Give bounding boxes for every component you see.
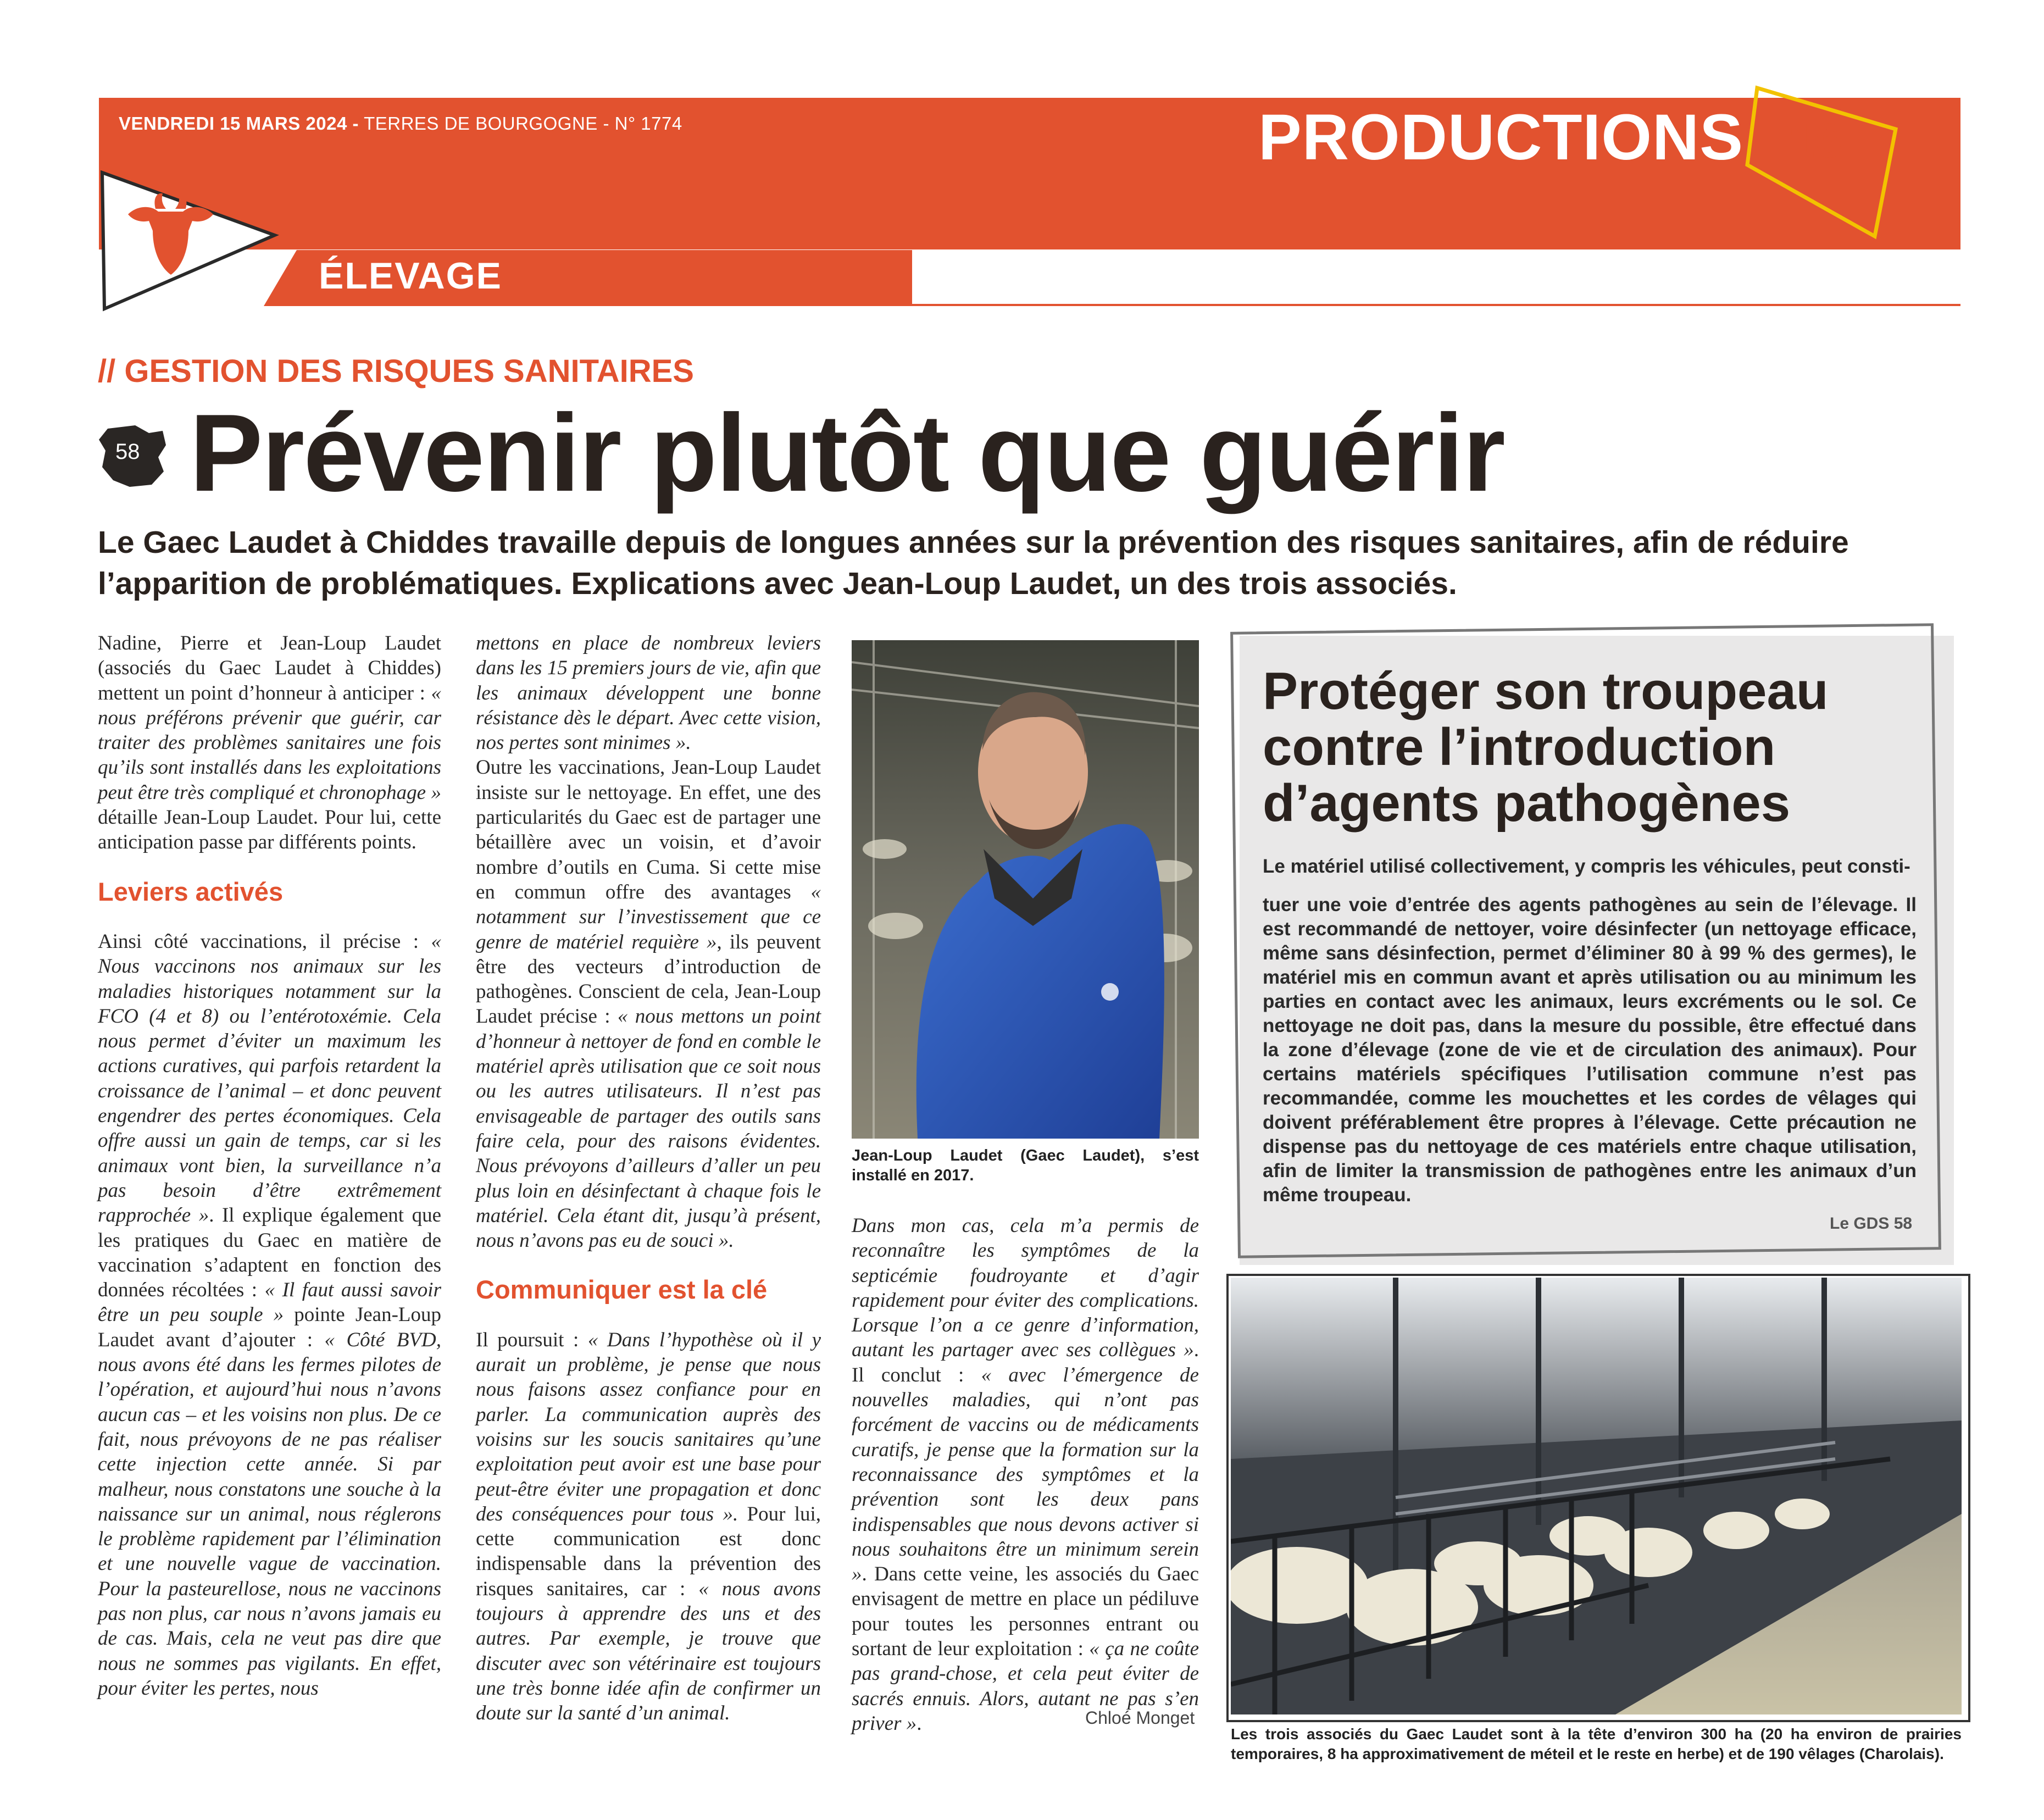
standfirst: Le Gaec Laudet à Chiddes travaille depuis de longues années sur la prévention des risques sanitaires, afin de réduire l’apparition de problématiques. Explications avec Jean-Loup Laudet, un des trois associés. [98,525,1849,602]
sidebar-signature: Le GDS 58 [1830,1214,1913,1233]
portrait-caption: Jean-Loup Laudet (Gaec Laudet), s’est installé en 2017. [852,1147,1199,1184]
cow-head-icon [98,170,279,313]
paragraph: mettons en place de nombreux leviers dans les 15 premiers jours de vie, afin que les animaux développent une bonne résistance dès le départ. Avec cette vision, nos pertes sont minimes ». [476,632,821,754]
article-column-3 [852,1213,1199,1736]
publication-name: TERRES DE BOURGOGNE - N° 1774 [364,113,682,134]
section-title: PRODUCTIONS [1258,101,1743,174]
subhead-leviers: Leviers activés [98,876,284,906]
rubric-label: ÉLEVAGE [319,255,502,297]
rubric-rule [912,304,1960,306]
sidebar-paragraph: Le matériel utilisé collectivement, y compris les véhicules, peut consti- [1263,856,1910,877]
dateline [119,113,682,134]
article-column-1 [98,631,441,1701]
paragraph: Outre les vaccinations, Jean-Loup Laudet insiste sur le nettoyage. En effet, une des particularités du Gaec est de partager une bétaillère avec un voisin, et d’avoir nombre d’outils en Cuma. Si cette mise en commun offre des avantages « notamment sur l’investissement que ce genre de matériel requière », ils peuvent être des vecteurs d’introduction de pathogènes. Conscient de cela, Jean-Loup Laudet précise : « nous mettons un point d’honneur à nettoyer de fond en comble le matériel après utilisation que ce soit nous ou les autres utilisateurs. Il n’est pas envisageable de partager des outils sans faire cela, pour des raisons évidentes. Nous prévoyons d’ailleurs d’aller un peu plus loin en désinfectant à chaque fois le matériel. Cela étant dit, jusqu’à présent, nous n’avons pas eu de souci ». [476,756,821,1252]
paragraph: Ainsi côté vaccinations, il précise : « Nous vaccinons nos animaux sur les maladies historiques notamment sur la FCO (4 et 8) ou l’entérotoxémie. Cela nous permet d’éviter un maximum les actions curatives, qui parfois retardent la croissance de l’animal – et donc peuvent engendrer des pertes économiques. Cela offre aussi un gain de temps, car si les animaux vont bien, la surveillance n’a pas besoin d’être extrêmement rapprochée ». Il explique également que les pratiques du Gaec en matière de vaccination s’adaptent en fonction des données récoltées : « Il faut aussi savoir être un peu souple » pointe Jean-Loup Laudet avant d’ajouter : « Côté BVD, nous avons été dans les fermes pilotes de l’opération, et aujourd’hui nous n’avons aucun cas – et les voisins non plus. De ce fait, nous prévoyons de ne pas réaliser cette injection cette année. Si par malheur, nous constatons une souche à la naissance sur un animal, nous réglerons le problème rapidement par l’élimination et une nouvelle vague de vaccination. Pour la pasteurellose, nous ne vaccinons pas non plus, car nous n’avons jamais eu de cas. Mais, cela ne veut pas dire que nous ne sommes pas vigilants. En effet, pour éviter les pertes, nous [98,930,441,1700]
headline: Prévenir plutôt que guérir [190,392,1504,514]
sidebar-title: Protéger son troupeau contre l’introduction d’agents pathogènes [1263,662,1829,833]
portrait-photo [852,640,1199,1139]
kicker: // GESTION DES RISQUES SANITAIRES [98,353,694,389]
barn-caption: Les trois associés du Gaec Laudet sont à la tête d’environ 300 ha (20 ha environ de prairies temporaires, 8 ha approximativement de méteil et le reste en herbe) et de 190 vêlages (Charolais). [1231,1725,1962,1762]
paragraph: Il poursuit : « Dans l’hypothèse où il y aurait un problème, je pense que nous nous faisons assez confiance pour en parler. La communication auprès des voisins sur les soucis sanitaires qu’une exploitation peut avoir est une base pour peut-être éviter une propagation et donc des conséquences pour tous ». Pour lui, cette communication est donc indispensable dans la prévention des risques sanitaires, car : « nous avons toujours à apprendre des uns et des autres. Par exemple, je trouve que discuter avec son vétérinaire est toujours une très bonne idée afin de confirmer un doute sur la santé d’un animal. [476,1328,821,1725]
issue-date: VENDREDI 15 MARS 2024 - [119,113,359,134]
barn-photo [1231,1278,1962,1714]
article-column-2 [476,631,821,1725]
byline: Chloé Monget [1085,1708,1195,1728]
sidebar-paragraph: tuer une voie d’entrée des agents pathogènes au sein de l’élevage. Il est recommandé de nettoyer, voire désinfecter (un nettoyage efficace, même sans désinfection, permet d’éliminer 80 à 99 % des germes), le matériel mis en commun avant et après utilisation ou au minimum les parties en contact avec les animaux, leurs excréments ou le sol. Ce nettoyage ne doit pas, dans la mesure du possible, être effectué dans la zone d’élevage (zone de vie et de circulation des animaux). Pour certains matériels spécifiques l’utilisation commune n’est pas recommandée, comme les mouchettes et les cordes de vêlages qui doivent préférablement être propres à l’élevage. Cette précaution ne dispense pas du nettoyage de ces matériels entre chaque utilisation, afin de limiter la transmission de pathogènes entre les animaux d’un même troupeau. [1263,894,1917,1206]
department-number: 58 [115,440,140,464]
page-number: .16 [1775,113,1842,168]
subhead-communiquer: Communiquer est la clé [476,1275,768,1305]
paragraph: Nadine, Pierre et Jean-Loup Laudet (associés du Gaec Laudet à Chiddes) mettent un point d’honneur à anticiper : « nous préférons prévenir que guérir, car traiter des problèmes sanitaires une fois qu’ils sont installés dans les exploitations peut être très compliqué et chronophage » détaille Jean-Loup Laudet. Pour lui, cette anticipation passe par différents points. [98,632,441,854]
paragraph: Dans mon cas, cela m’a permis de reconnaître les symptômes de la septicémie foudroyante et d’agir rapidement pour éviter des complications. Lorsque l’on a ce genre d’information, autant les partager avec ses collègues ». Il conclut : « avec l’émergence de nouvelles maladies, qui n’ont pas forcément de vaccins ou de médicaments curatifs, je pense que la formation sur la reconnaissance des symptômes et la prévention sont les deux pans indispensables que nous devons activer si nous souhaitons être un minimum serein ». Dans cette veine, les associés du Gaec envisagent de mettre en place un pédiluve pour toutes les personnes entrant ou sortant de leur exploitation : « ça ne coûte pas grand-chose, et cela peut éviter de sacrés ennuis. Alors, autant ne pas s’en priver ». [852,1214,1199,1735]
sidebar-body [1263,854,1917,1207]
